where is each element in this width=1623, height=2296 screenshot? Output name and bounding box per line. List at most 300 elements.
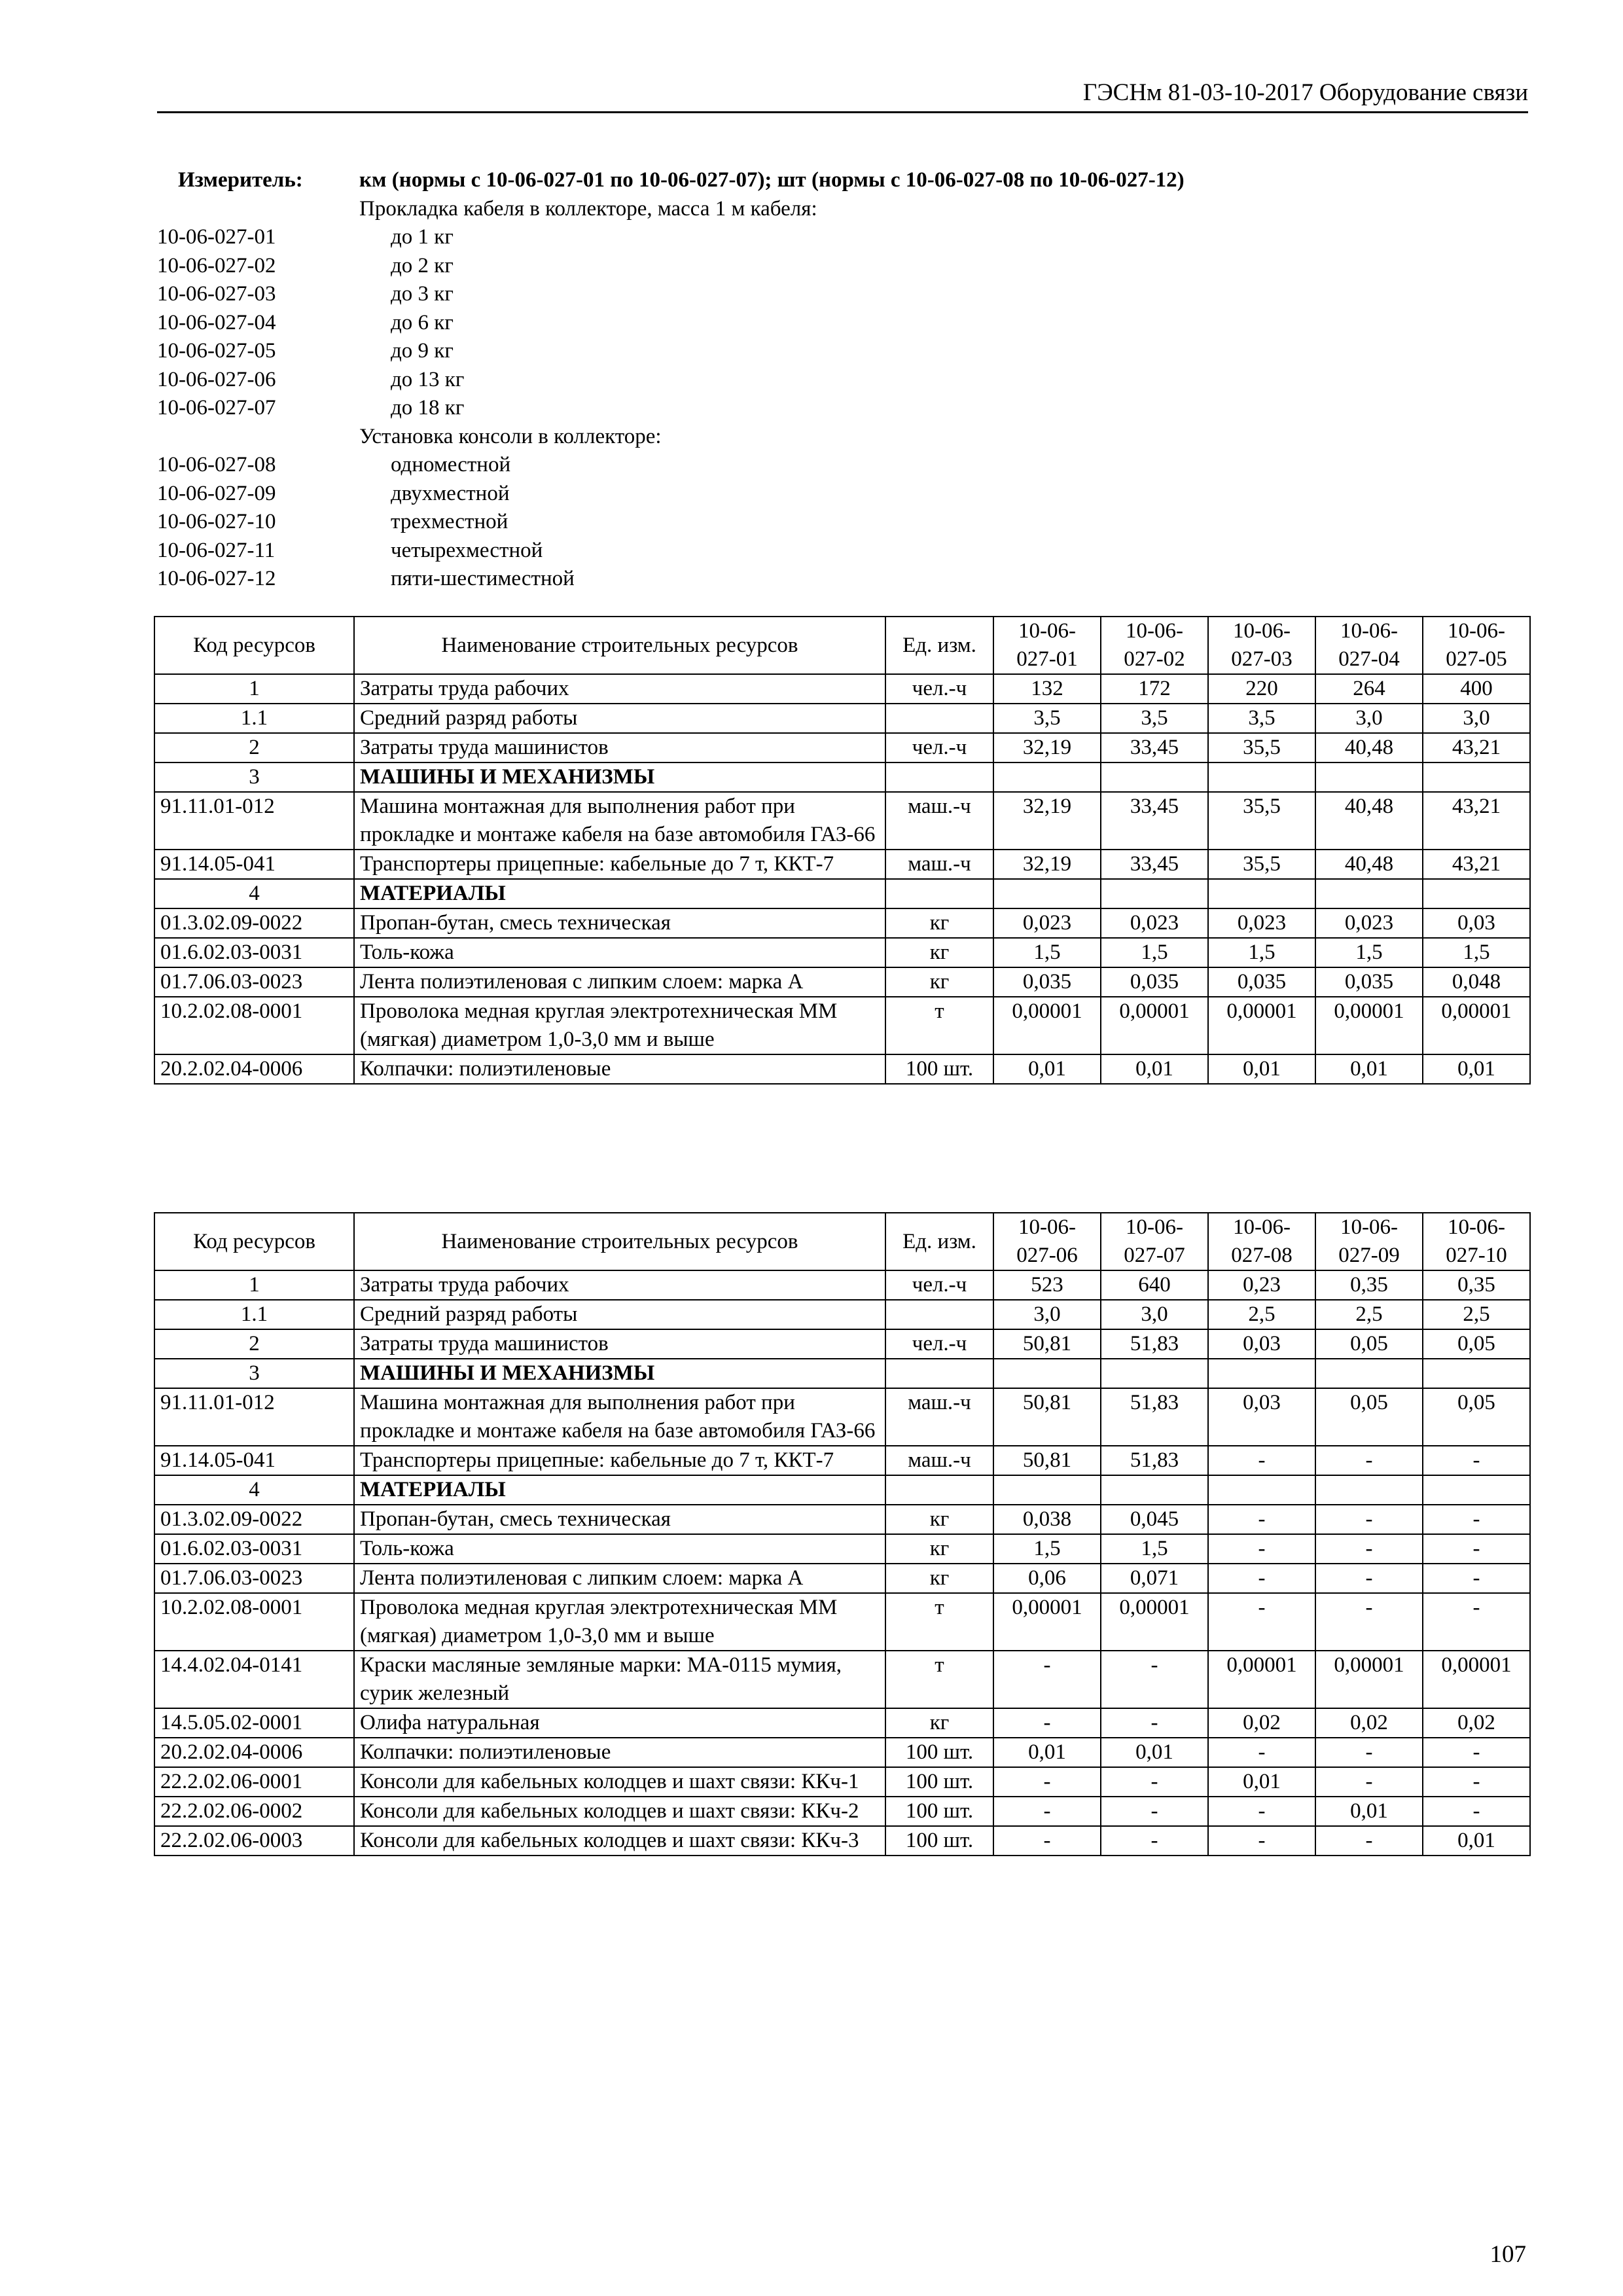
norm-value: 3,0 [1315,704,1423,733]
norm-value [1208,1359,1315,1388]
norm-value: - [1315,1826,1423,1856]
norm-value: - [1315,1593,1423,1651]
norm-list-item [157,280,1528,309]
table-row [154,997,1530,1054]
header-unit: Ед. изм. [885,1213,993,1270]
norm-value [1423,879,1530,908]
norm-value: - [993,1797,1101,1826]
page-number: 107 [1489,2241,1526,2268]
norm-list-item [157,394,1528,423]
norm-code: 10-06-027-02 [157,253,276,278]
resource-name: Затраты труда машинистов [354,733,885,762]
resource-code: 01.6.02.03-0031 [154,938,354,967]
norm-value: 32,19 [993,850,1101,879]
table-row [154,792,1530,850]
norm-value: - [1208,1505,1315,1534]
norm-description: до 6 кг [391,310,454,334]
norm-value [1208,1475,1315,1505]
header-name: Наименование строительных ресурсов [354,617,885,674]
norm-value: 0,00001 [1423,997,1530,1054]
norm-value [993,762,1101,792]
resource-code: 1.1 [154,1300,354,1329]
resource-name: Затраты труда рабочих [354,674,885,704]
resource-code: 01.3.02.09-0022 [154,1505,354,1534]
norm-value: - [993,1767,1101,1797]
norm-value: - [1423,1767,1530,1797]
table-row [154,1388,1530,1446]
norm-value: 0,00001 [1208,997,1315,1054]
norm-value: - [1208,1738,1315,1767]
header-norm: 10-06- 027-02 [1101,617,1208,674]
norm-value: 1,5 [1101,938,1208,967]
resource-unit [885,1300,993,1329]
header-norm: 10-06- 027-06 [993,1213,1101,1270]
norm-code: 10-06-027-10 [157,510,276,533]
header-norm: 10-06- 027-05 [1423,617,1530,674]
resource-code: 91.11.01-012 [154,792,354,850]
norm-description: до 1 кг [391,225,454,249]
norm-value: 0,05 [1315,1388,1423,1446]
norm-value: 43,21 [1423,850,1530,879]
norm-value: 43,21 [1423,792,1530,850]
norm-value: 1,5 [1101,1534,1208,1564]
norm-value: - [1423,1564,1530,1593]
norm-value: 33,45 [1101,850,1208,879]
norm-value: 0,03 [1208,1329,1315,1359]
norm-value: 1,5 [993,1534,1101,1564]
norm-value: 2,5 [1315,1300,1423,1329]
table-row [154,1593,1530,1651]
resource-name: Консоли для кабельных колодцев и шахт связи: ККч-2 [354,1797,885,1826]
table-row [154,1359,1530,1388]
norm-code: 10-06-027-08 [157,453,276,476]
norm-value: - [1423,1446,1530,1475]
resource-code: 22.2.02.06-0003 [154,1826,354,1856]
norm-value: 0,02 [1315,1708,1423,1738]
norm-value: 3,5 [1101,704,1208,733]
table-row [154,733,1530,762]
resource-code: 14.4.02.04-0141 [154,1651,354,1708]
resource-unit: 100 шт. [885,1767,993,1797]
norm-value: 3,5 [1208,704,1315,733]
header-norm: 10-06- 027-08 [1208,1213,1315,1270]
table-row [154,1300,1530,1329]
header-norm: 10-06- 027-04 [1315,617,1423,674]
table-row [154,674,1530,704]
norm-value: 0,035 [1101,967,1208,997]
norm-value: 0,01 [1101,1738,1208,1767]
norm-value [1423,762,1530,792]
resource-unit: 100 шт. [885,1797,993,1826]
header-norm: 10-06- 027-10 [1423,1213,1530,1270]
norm-value: 32,19 [993,792,1101,850]
norm-value: 0,00001 [993,1593,1101,1651]
norm-value: 3,0 [993,1300,1101,1329]
norm-value: 0,03 [1208,1388,1315,1446]
resource-code: 20.2.02.04-0006 [154,1054,354,1084]
resource-unit: т [885,1593,993,1651]
resource-unit [885,762,993,792]
norm-value: - [1208,1564,1315,1593]
resource-unit: кг [885,967,993,997]
table-row [154,1475,1530,1505]
norm-value: - [1423,1505,1530,1534]
norm-value: 0,03 [1423,908,1530,938]
resource-code: 2 [154,1329,354,1359]
resource-table-2 [154,1212,1531,1856]
table-row [154,879,1530,908]
resource-unit [885,1475,993,1505]
norm-code: 10-06-027-05 [157,339,276,363]
resource-name: Лента полиэтиленовая с липким слоем: марка А [354,1564,885,1593]
resource-name: Олифа натуральная [354,1708,885,1738]
resource-unit: маш.-ч [885,1446,993,1475]
resource-name: Проволока медная круглая электротехническая ММ (мягкая) диаметром 1,0-3,0 мм и выше [354,1593,885,1651]
norm-value: - [1315,1446,1423,1475]
resource-unit: кг [885,1708,993,1738]
norm-list-item [157,252,1528,281]
norm-value: 40,48 [1315,850,1423,879]
norm-value: 50,81 [993,1388,1101,1446]
norm-value: 35,5 [1208,733,1315,762]
table-row [154,908,1530,938]
resource-code: 91.14.05-041 [154,1446,354,1475]
table-row [154,850,1530,879]
header-name: Наименование строительных ресурсов [354,1213,885,1270]
norm-description: до 9 кг [391,339,454,363]
norm-value: 0,01 [1208,1054,1315,1084]
norm-list-item [157,480,1528,509]
norm-value: 0,048 [1423,967,1530,997]
resource-code: 91.11.01-012 [154,1388,354,1446]
norm-code: 10-06-027-06 [157,367,276,391]
header-code: Код ресурсов [154,1213,354,1270]
group1-title-row [157,195,1528,224]
resource-unit: чел.-ч [885,1329,993,1359]
norm-value: 0,00001 [1315,1651,1423,1708]
resource-code: 1 [154,674,354,704]
table-row [154,704,1530,733]
norm-value [1208,879,1315,908]
norm-value: - [1315,1534,1423,1564]
resource-name: МАШИНЫ И МЕХАНИЗМЫ [354,1359,885,1388]
resource-name: Машина монтажная для выполнения работ при прокладке и монтаже кабеля на базе автомобиля ГАЗ-66 [354,1388,885,1446]
norm-description: до 3 кг [391,282,454,306]
norm-value: 0,35 [1423,1270,1530,1300]
norm-value [1315,1475,1423,1505]
norm-value [993,879,1101,908]
norm-code: 10-06-027-09 [157,481,276,505]
resource-unit: маш.-ч [885,850,993,879]
norm-value: - [1315,1505,1423,1534]
norm-value: 51,83 [1101,1388,1208,1446]
resource-name: Толь-кожа [354,1534,885,1564]
norm-value: 0,01 [1208,1767,1315,1797]
norm-value: - [1101,1708,1208,1738]
norm-value: 0,023 [993,908,1101,938]
norm-code: 10-06-027-04 [157,310,276,334]
resource-unit: кг [885,908,993,938]
table-row [154,1651,1530,1708]
resource-unit: 100 шт. [885,1054,993,1084]
norm-value: 0,01 [1101,1054,1208,1084]
resource-unit: 100 шт. [885,1826,993,1856]
measure-label: Измеритель: [178,168,303,192]
resource-code: 10.2.02.08-0001 [154,997,354,1054]
group2-list [157,451,1528,594]
table-row [154,967,1530,997]
table-row [154,1708,1530,1738]
resource-name: Транспортеры прицепные: кабельные до 7 т, ККТ-7 [354,850,885,879]
norm-value: 220 [1208,674,1315,704]
norm-value: 43,21 [1423,733,1530,762]
norm-value: 0,045 [1101,1505,1208,1534]
norm-value: 40,48 [1315,792,1423,850]
norm-value: 0,05 [1423,1329,1530,1359]
header-norm: 10-06- 027-09 [1315,1213,1423,1270]
norm-list-item [157,508,1528,537]
group2-title-row [157,423,1528,452]
resource-unit: чел.-ч [885,1270,993,1300]
norm-code: 10-06-027-01 [157,225,276,249]
norm-value: 0,06 [993,1564,1101,1593]
norm-value: - [1208,1826,1315,1856]
resource-unit: 100 шт. [885,1738,993,1767]
norm-value: 0,00001 [993,997,1101,1054]
norm-description: одноместной [391,453,511,476]
norm-value: 0,071 [1101,1564,1208,1593]
resource-name: Колпачки: полиэтиленовые [354,1054,885,1084]
resource-name: Затраты труда рабочих [354,1270,885,1300]
norm-value: 0,05 [1423,1388,1530,1446]
norm-value [1315,762,1423,792]
norm-value [993,1359,1101,1388]
norm-value: - [1423,1738,1530,1767]
resource-unit [885,1359,993,1388]
table-row [154,1270,1530,1300]
table-row [154,938,1530,967]
table-row [154,1505,1530,1534]
norm-value: 0,038 [993,1505,1101,1534]
norm-value: 1,5 [1208,938,1315,967]
resource-unit: кг [885,938,993,967]
resource-table-1 [154,616,1531,1085]
norm-value: 523 [993,1270,1101,1300]
resource-name: Пропан-бутан, смесь техническая [354,908,885,938]
norm-code: 10-06-027-11 [157,538,276,562]
norm-value: 0,035 [1315,967,1423,997]
norm-value [993,1475,1101,1505]
norm-value: - [1208,1446,1315,1475]
norm-value [1101,762,1208,792]
norm-value: - [993,1708,1101,1738]
norm-value: 2,5 [1208,1300,1315,1329]
resource-name: Консоли для кабельных колодцев и шахт связи: ККч-3 [354,1826,885,1856]
measure-text: км (нормы с 10-06-027-01 по 10-06-027-07); шт (нормы с 10-06-027-08 по 10-06-027-12) [359,168,1185,192]
norm-description: четырехместной [391,538,543,562]
resource-unit [885,879,993,908]
resource-code: 91.14.05-041 [154,850,354,879]
measure-row [157,166,1528,195]
table-row [154,1564,1530,1593]
norm-value: 0,01 [1423,1054,1530,1084]
norm-value: 0,00001 [1101,1593,1208,1651]
resource-unit: т [885,1651,993,1708]
group1-list [157,223,1528,423]
norm-value [1208,762,1315,792]
norm-value: - [1315,1738,1423,1767]
page-header [157,77,1528,113]
norm-value [1101,879,1208,908]
norm-value: - [1208,1593,1315,1651]
norm-value: 40,48 [1315,733,1423,762]
norm-code: 10-06-027-07 [157,396,276,420]
header-unit: Ед. изм. [885,617,993,674]
resource-name: МАТЕРИАЛЫ [354,879,885,908]
norm-description: трехместной [391,510,508,533]
table-header-row [154,617,1530,674]
norm-value: 35,5 [1208,792,1315,850]
norm-value [1315,1359,1423,1388]
table-row [154,1797,1530,1826]
norm-list-item [157,537,1528,565]
norm-value: 0,01 [1315,1797,1423,1826]
norm-value: 50,81 [993,1329,1101,1359]
norm-value: 33,45 [1101,733,1208,762]
norm-value: 0,02 [1423,1708,1530,1738]
norm-value: - [1423,1593,1530,1651]
norm-value: 0,02 [1208,1708,1315,1738]
norm-description: пяти-шестиместной [391,567,575,590]
norm-value: - [1423,1534,1530,1564]
norm-value: 0,035 [993,967,1101,997]
norm-value: 0,01 [1315,1054,1423,1084]
resource-code: 01.3.02.09-0022 [154,908,354,938]
table-row [154,1329,1530,1359]
resource-code: 1.1 [154,704,354,733]
norm-value: 0,023 [1208,908,1315,938]
norm-value: - [1101,1826,1208,1856]
norm-value: - [993,1826,1101,1856]
norm-value: - [993,1651,1101,1708]
norm-value: 1,5 [1315,938,1423,967]
resource-name: Транспортеры прицепные: кабельные до 7 т, ККТ-7 [354,1446,885,1475]
norm-value: 51,83 [1101,1446,1208,1475]
norm-value: 3,5 [993,704,1101,733]
header-norm: 10-06- 027-03 [1208,617,1315,674]
norm-description: до 2 кг [391,253,454,278]
norm-value: 0,05 [1315,1329,1423,1359]
norm-value: 51,83 [1101,1329,1208,1359]
norm-intro [157,166,1528,594]
norm-description: до 13 кг [391,367,465,391]
resource-unit: кг [885,1564,993,1593]
norm-list-item [157,337,1528,366]
resource-code: 01.7.06.03-0023 [154,1564,354,1593]
resource-code: 14.5.05.02-0001 [154,1708,354,1738]
norm-value: 400 [1423,674,1530,704]
resource-name: Консоли для кабельных колодцев и шахт связи: ККч-1 [354,1767,885,1797]
resource-name: Затраты труда машинистов [354,1329,885,1359]
resource-name: Проволока медная круглая электротехническая ММ (мягкая) диаметром 1,0-3,0 мм и выше [354,997,885,1054]
resource-name: Средний разряд работы [354,1300,885,1329]
resource-code: 4 [154,1475,354,1505]
norm-description: двухместной [391,481,510,505]
norm-value: 1,5 [993,938,1101,967]
resource-code: 3 [154,1359,354,1388]
resource-name: Машина монтажная для выполнения работ при прокладке и монтаже кабеля на базе автомобиля ГАЗ-66 [354,792,885,850]
resource-code: 01.6.02.03-0031 [154,1534,354,1564]
resource-name: Колпачки: полиэтиленовые [354,1738,885,1767]
resource-unit: чел.-ч [885,674,993,704]
resource-code: 4 [154,879,354,908]
table-row [154,1738,1530,1767]
resource-code: 3 [154,762,354,792]
norm-value: 0,35 [1315,1270,1423,1300]
norm-value: - [1101,1651,1208,1708]
norm-value: 132 [993,674,1101,704]
norm-value: 264 [1315,674,1423,704]
resource-unit: кг [885,1505,993,1534]
resource-unit: чел.-ч [885,733,993,762]
header-title: ГЭСНм 81-03-10-2017 Оборудование связи [1082,79,1528,106]
header-norm: 10-06- 027-07 [1101,1213,1208,1270]
norm-list-item [157,366,1528,395]
group2-title: Установка консоли в коллекторе: [359,424,662,448]
norm-value: - [1208,1534,1315,1564]
resource-name: МАТЕРИАЛЫ [354,1475,885,1505]
resource-code: 22.2.02.06-0001 [154,1767,354,1797]
norm-value: 640 [1101,1270,1208,1300]
norm-list-item [157,223,1528,252]
norm-value: 0,01 [1423,1826,1530,1856]
resource-name: Средний разряд работы [354,704,885,733]
resource-name: Толь-кожа [354,938,885,967]
resource-code: 20.2.02.04-0006 [154,1738,354,1767]
header-code: Код ресурсов [154,617,354,674]
resource-unit: маш.-ч [885,792,993,850]
resource-code: 10.2.02.08-0001 [154,1593,354,1651]
norm-value: - [1208,1797,1315,1826]
resource-code: 2 [154,733,354,762]
norm-code: 10-06-027-12 [157,567,276,590]
norm-value: 0,035 [1208,967,1315,997]
norm-value [1101,1359,1208,1388]
table-row [154,1446,1530,1475]
resource-code: 01.7.06.03-0023 [154,967,354,997]
resource-unit: т [885,997,993,1054]
norm-value: 0,023 [1101,908,1208,938]
norm-value [1423,1359,1530,1388]
norm-value: - [1315,1767,1423,1797]
norm-value: 35,5 [1208,850,1315,879]
resource-name: Лента полиэтиленовая с липким слоем: марка А [354,967,885,997]
norm-value: 0,01 [993,1054,1101,1084]
resource-name: МАШИНЫ И МЕХАНИЗМЫ [354,762,885,792]
norm-value: 32,19 [993,733,1101,762]
norm-list-item [157,565,1528,594]
norm-value: 3,0 [1423,704,1530,733]
table-row [154,1054,1530,1084]
norm-value: - [1315,1564,1423,1593]
norm-list-item [157,451,1528,480]
norm-value [1101,1475,1208,1505]
norm-list-item [157,309,1528,338]
table-row [154,1767,1530,1797]
norm-value: 0,00001 [1315,997,1423,1054]
norm-value: 3,0 [1101,1300,1208,1329]
table-row [154,1534,1530,1564]
